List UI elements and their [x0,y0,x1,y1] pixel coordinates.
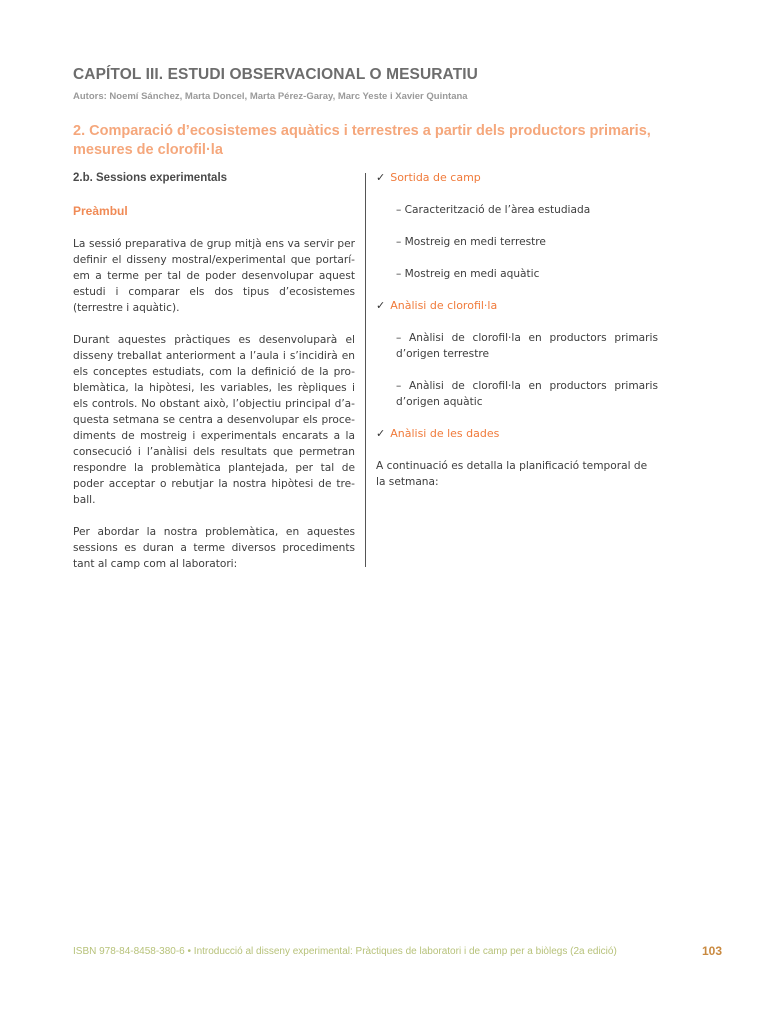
section-title: 2. Comparació d’ecosistemes aquàtics i terrestres a partir dels productors primaris, mesures de clorofil·la [73,123,651,158]
left-column [73,170,355,572]
right-column [376,170,658,490]
check-icon: ✓ [376,427,386,440]
authors-line: Autors: Noemí Sánchez, Marta Doncel, Marta Pérez-Garay, Marc Yeste i Xavier Quintana [73,91,468,102]
list-item: – Anàlisi de clorofil·la en productors primaris d’origen terrestre [396,332,658,360]
footer-isbn: ISBN 978-84-8458-380-6 • Introducció al disseny experimental: Pràctiques de laboratori i de camp per a biòlegs (2a edició) [73,946,617,957]
paragraph-2: Durant aquestes pràctiques es desenvoluparà el disseny treballat anteriorment a l’aula i s’incidirà en els conceptes estudiats, com la definició de la pro- blemàtica, la hipòtesi, les variables, les rèpliques i els controls. No obstant això, l’objectiu principal d’a- questa setmana se centra a desenvolupar els proce- diments de mostreig i experimentals encarats a la consecució i l’anàlisi dels resultats que permetran respondre la problemàtica plantejada, per tal de poder acceptar o rebutjar la nostra hipòtesi de tre- ball. [73,334,355,506]
check-icon: ✓ [376,171,386,184]
check-icon: ✓ [376,299,386,312]
list-item: – Mostreig en medi aquàtic [396,268,540,280]
subsection-title: 2.b. Sessions experimentals [73,172,228,184]
column-divider [365,173,366,567]
list-item: – Anàlisi de clorofil·la en productors primaris d’origen aquàtic [396,380,658,408]
heading-analisi-dades [376,426,658,442]
closing-paragraph: A continuació es detalla la planificació temporal de la setmana: [376,460,648,488]
heading-label: Sortida de camp [390,171,481,184]
list-item: – Mostreig en medi terrestre [396,236,546,248]
list-item: – Caracterització de l’àrea estudiada [396,204,591,216]
heading-label: Anàlisi de les dades [390,427,500,440]
heading-analisi-clorofil-la [376,298,658,314]
chapter-title: CAPÍTOL III. ESTUDI OBSERVACIONAL O MESURATIU [73,66,478,83]
page-number: 103 [702,944,723,958]
heading-label: Anàlisi de clorofil·la [390,299,498,312]
preambul-heading: Preàmbul [73,204,128,218]
paragraph-1: La sessió preparativa de grup mitjà ens va servir per definir el disseny mostral/experimental que portarí- em a terme per tal de poder desenvolupar aquest estudi i comparar els dos tipus d’ecosistemes (terrestre i aquàtic). [73,238,355,314]
heading-sortida-de-camp [376,170,658,186]
paragraph-3: Per abordar la nostra problemàtica, en aquestes sessions es duran a terme diversos procediments tant al camp com al laboratori: [73,526,355,570]
